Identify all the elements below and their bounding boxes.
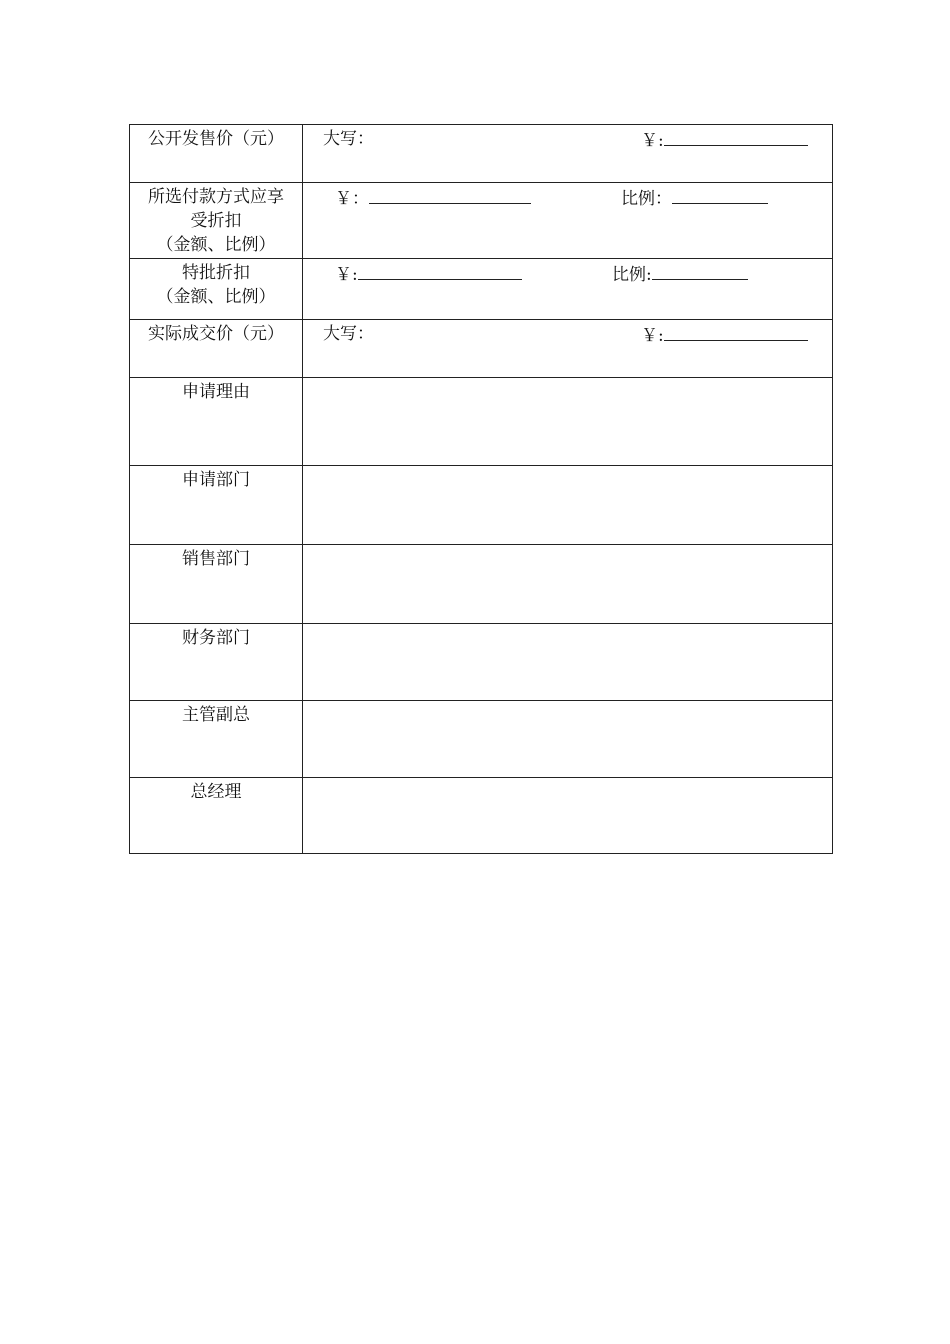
public-price-uppercase-field[interactable]	[323, 127, 374, 151]
general-manager-input[interactable]	[303, 778, 833, 854]
row-actual-price	[130, 320, 833, 378]
label-line: 特批折扣	[182, 263, 250, 283]
field-label: ￥:	[641, 131, 664, 151]
amount-blank[interactable]	[664, 322, 808, 341]
application-reason-input[interactable]	[303, 378, 833, 466]
applying-department-input[interactable]	[303, 466, 833, 545]
row-deputy-general-manager	[130, 701, 833, 778]
payment-discount-amount-field[interactable]	[335, 185, 531, 211]
amount-blank[interactable]	[358, 261, 522, 280]
public-price-content	[303, 125, 833, 183]
label-finance-department	[130, 624, 303, 701]
row-application-reason	[130, 378, 833, 466]
label-line: 财务部门	[182, 628, 250, 648]
field-label: 大写：	[323, 324, 374, 344]
ratio-blank[interactable]	[652, 261, 748, 280]
field-label: ￥:	[641, 326, 664, 346]
field-label: ￥：	[335, 189, 369, 209]
label-public-price	[130, 125, 303, 183]
label-sales-department	[130, 545, 303, 624]
field-label: ￥:	[335, 265, 358, 285]
label-actual-price	[130, 320, 303, 378]
label-line: 受折扣	[190, 211, 242, 231]
label-line: （金额、比例）	[156, 287, 276, 307]
payment-discount-content	[303, 183, 833, 259]
row-payment-discount	[130, 183, 833, 259]
deputy-general-manager-input[interactable]	[303, 701, 833, 778]
row-sales-department	[130, 545, 833, 624]
sales-department-input[interactable]	[303, 545, 833, 624]
label-line: 实际成交价（元）	[148, 324, 284, 344]
label-line: 申请理由	[182, 382, 250, 402]
public-price-amount-field[interactable]	[641, 127, 808, 153]
field-label: 比例：	[621, 189, 672, 209]
special-discount-content	[303, 259, 833, 320]
actual-price-amount-field[interactable]	[641, 322, 808, 348]
label-applying-department	[130, 466, 303, 545]
row-applying-department	[130, 466, 833, 545]
label-payment-discount	[130, 183, 303, 259]
label-line: 总经理	[190, 782, 242, 802]
label-line: 销售部门	[182, 549, 250, 569]
label-deputy-general-manager	[130, 701, 303, 778]
field-label: 比例:	[612, 265, 652, 285]
row-special-discount	[130, 259, 833, 320]
label-line: 所选付款方式应享	[148, 187, 284, 207]
label-line: 主管副总	[182, 705, 250, 725]
amount-blank[interactable]	[664, 127, 808, 146]
discount-approval-form	[129, 124, 833, 854]
row-public-price	[130, 125, 833, 183]
payment-discount-ratio-field[interactable]	[621, 185, 768, 211]
ratio-blank[interactable]	[672, 185, 768, 204]
amount-blank[interactable]	[369, 185, 531, 204]
actual-price-content	[303, 320, 833, 378]
row-finance-department	[130, 624, 833, 701]
label-special-discount	[130, 259, 303, 320]
label-general-manager	[130, 778, 303, 854]
label-line: （金额、比例）	[156, 235, 276, 255]
actual-price-uppercase-field[interactable]	[323, 322, 374, 346]
special-discount-ratio-field[interactable]	[612, 261, 748, 287]
label-application-reason	[130, 378, 303, 466]
row-general-manager	[130, 778, 833, 854]
special-discount-amount-field[interactable]	[335, 261, 522, 287]
finance-department-input[interactable]	[303, 624, 833, 701]
label-line: 公开发售价（元）	[148, 129, 284, 149]
label-line: 申请部门	[182, 470, 250, 490]
field-label: 大写：	[323, 129, 374, 149]
